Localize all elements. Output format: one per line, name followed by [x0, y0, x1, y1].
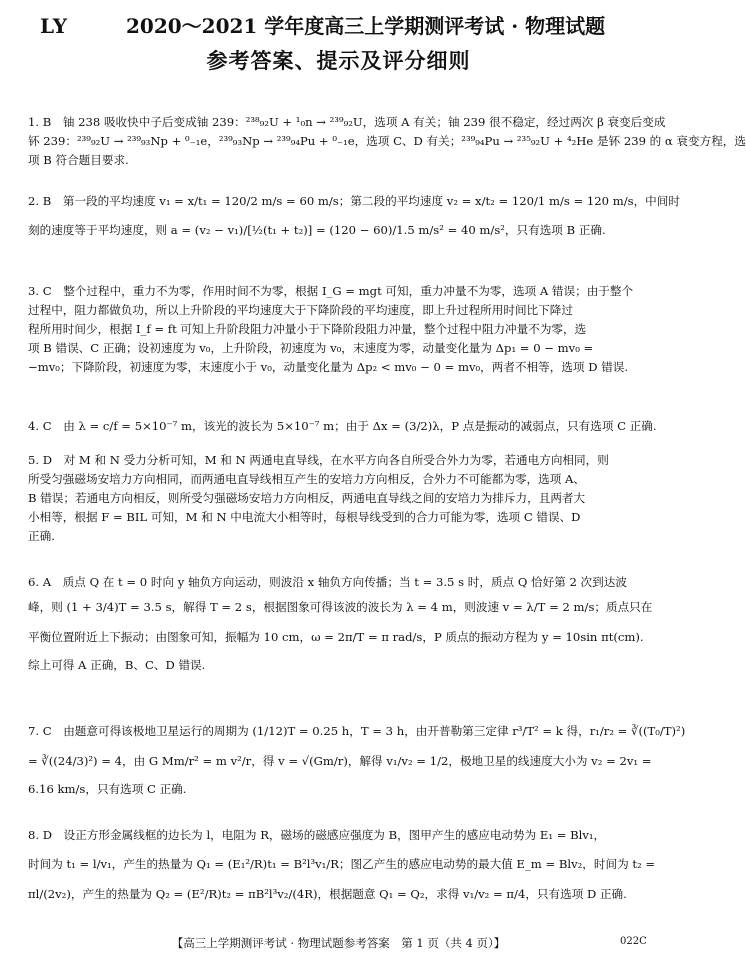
answer-line: 正确. — [28, 529, 55, 543]
page-footer: 【高三上学期测评考试 · 物理试题参考答案 第 1 页（共 4 页）】 — [171, 936, 506, 950]
answer-line: 程所用时间少，根据 I_f = ft 可知上升阶段阻力冲量小于下降阶段阻力冲量，整个过程中阻力冲量不为零，选 — [28, 322, 587, 336]
answer-line: 项 B 符合题目要求. — [28, 153, 129, 167]
answer-5 — [28, 451, 652, 546]
answer-line: 2. B 第一段的平均速度 v₁ = x/t₁ = 120/2 m/s = 60 m/s；第二段的平均速度 v₂ = x/t₂ = 120/1 m/s = 120 m/s，中间时 — [28, 194, 680, 208]
answer-8 — [28, 822, 656, 909]
answer-3 — [28, 282, 652, 377]
answer-line: 3. C 整个过程中，重力不为零，作用时间不为零，根据 I_G = mgt 可知，重力冲量不为零，选项 A 错误；由于整个 — [28, 284, 634, 298]
answer-line: = ∛((24/3)²) = 4，由 G Mm/r² = m v²/r，得 v = √(Gm/r)，解得 v₁/v₂ = 1/2，极地卫星的线速度大小为 v₂ = 2v₁ = — [28, 754, 652, 768]
answer-line: 7. C 由题意可得该极地卫星运行的周期为 (1/12)T = 0.25 h，T = 3 h，由开普勒第三定律 r³/T² = k 得，r₁/r₂ = ∛((T₀/T)²) — [28, 724, 686, 738]
answer-6 — [28, 573, 652, 679]
answer-line: 综上可得 A 正确，B、C、D 错误. — [28, 658, 206, 672]
answer-line: 8. D 设正方形金属线框的边长为 l，电阻为 R，磁场的磁感应强度为 B，图甲产生的感应电动势为 E₁ = Blv₁， — [28, 828, 606, 842]
paper-code: 022C — [620, 936, 647, 947]
answer-line: 项 B 错误、C 正确；设初速度为 v₀，上升阶段，初速度为 v₀，末速度为零，动量变化量为 Δp₁ = 0 − mv₀ = — [28, 341, 594, 355]
answer-line: 平衡位置附近上下振动；由图象可知，振幅为 10 cm，ω = 2π/T = π rad/s，P 质点的振动方程为 y = 10sin πt(cm). — [28, 630, 644, 644]
exam-code: LY — [40, 14, 68, 38]
answer-1 — [28, 113, 746, 170]
answer-line: 过程中，阻力都做负功，所以上升阶段的平均速度大于下降阶段的平均速度，即上升过程所用时间比下降过 — [28, 303, 573, 317]
answer-line: −mv₀；下降阶段，初速度为零，末速度小于 v₀，动量变化量为 Δp₂ < mv₀ − 0 = mv₀，两者不相等，选项 D 错误. — [28, 360, 629, 374]
answer-2 — [28, 188, 680, 245]
answer-line: 5. D 对 M 和 N 受力分析可知，M 和 N 两通电直导线，在水平方向各自所受合外力为零，若通电方向相同，则 — [28, 453, 609, 467]
answer-line: B 错误；若通电方向相反，则所受匀强磁场安培力方向相反，两通电直导线之间的安培力为排斥力，且两者大 — [28, 491, 586, 505]
page-subtitle: 参考答案、提示及评分细则 — [206, 48, 471, 73]
answer-line: 6. A 质点 Q 在 t = 0 时向 y 轴负方向运动，则波沿 x 轴负方向传播；当 t = 3.5 s 时，质点 Q 恰好第 2 次到达波 — [28, 575, 627, 589]
page-title — [40, 10, 640, 39]
answer-line: 6.16 km/s，只有选项 C 正确. — [28, 782, 187, 796]
answer-line: 刻的速度等于平均速度，则 a = (v₂ − v₁)/[½(t₁ + t₂)] = (120 − 60)/1.5 m/s² = 40 m/s²，只有选项 B 正确. — [28, 223, 606, 237]
answer-4 — [28, 413, 657, 440]
answer-line: 所受匀强磁场安培力方向相同，而两通电直导线相互产生的安培力方向相反，合外力不可能都为零，选项 A、 — [28, 472, 585, 486]
answer-line: 时间为 t₁ = l/v₁，产生的热量为 Q₁ = (E₁²/R)t₁ = B²l³v₁/R；图乙产生的感应电动势的最大值 E_m = Blv₂，时间为 t₂ = — [28, 857, 656, 871]
exam-title: 2020～2021 学年度高三上学期测评考试 · 物理试题 — [126, 14, 606, 38]
answer-7 — [28, 716, 686, 803]
answer-line: 钚 239：²³⁹₉₂U → ²³⁹₉₃Np + ⁰₋₁e，²³⁹₉₃Np → ²³⁹₉₄Pu + ⁰₋₁e，选项 C、D 有关；²³⁹₉₄Pu → ²³⁵₉₂U + ⁴₂He 是钚 239 的 α 衰变方程，选 — [28, 134, 746, 148]
answer-line: 峰，则 (1 + 3/4)T = 3.5 s，解得 T = 2 s，根据图象可得该波的波长为 λ = 4 m，则波速 v = λ/T = 2 m/s；质点只在 — [28, 600, 653, 614]
answer-line: 4. C 由 λ = c/f = 5×10⁻⁷ m，该光的波长为 5×10⁻⁷ m；由于 Δx = (3/2)λ，P 点是振动的减弱点，只有选项 C 正确. — [28, 419, 657, 433]
answer-line: πl/(2v₂)，产生的热量为 Q₂ = (E²/R)t₂ = πB²l³v₂/(4R)，根据题意 Q₁ = Q₂，求得 v₁/v₂ = π/4，只有选项 D 正确. — [28, 887, 627, 901]
answer-line: 1. B 铀 238 吸收快中子后变成铀 239：²³⁸₉₂U + ¹₀n → ²³⁹₉₂U，选项 A 有关；铀 239 很不稳定，经过两次 β 衰变后变成 — [28, 115, 666, 129]
answer-line: 小相等，根据 F = BIL 可知，M 和 N 中电流大小相等时，每根导线受到的合力可能为零，选项 C 错误、D — [28, 510, 581, 524]
